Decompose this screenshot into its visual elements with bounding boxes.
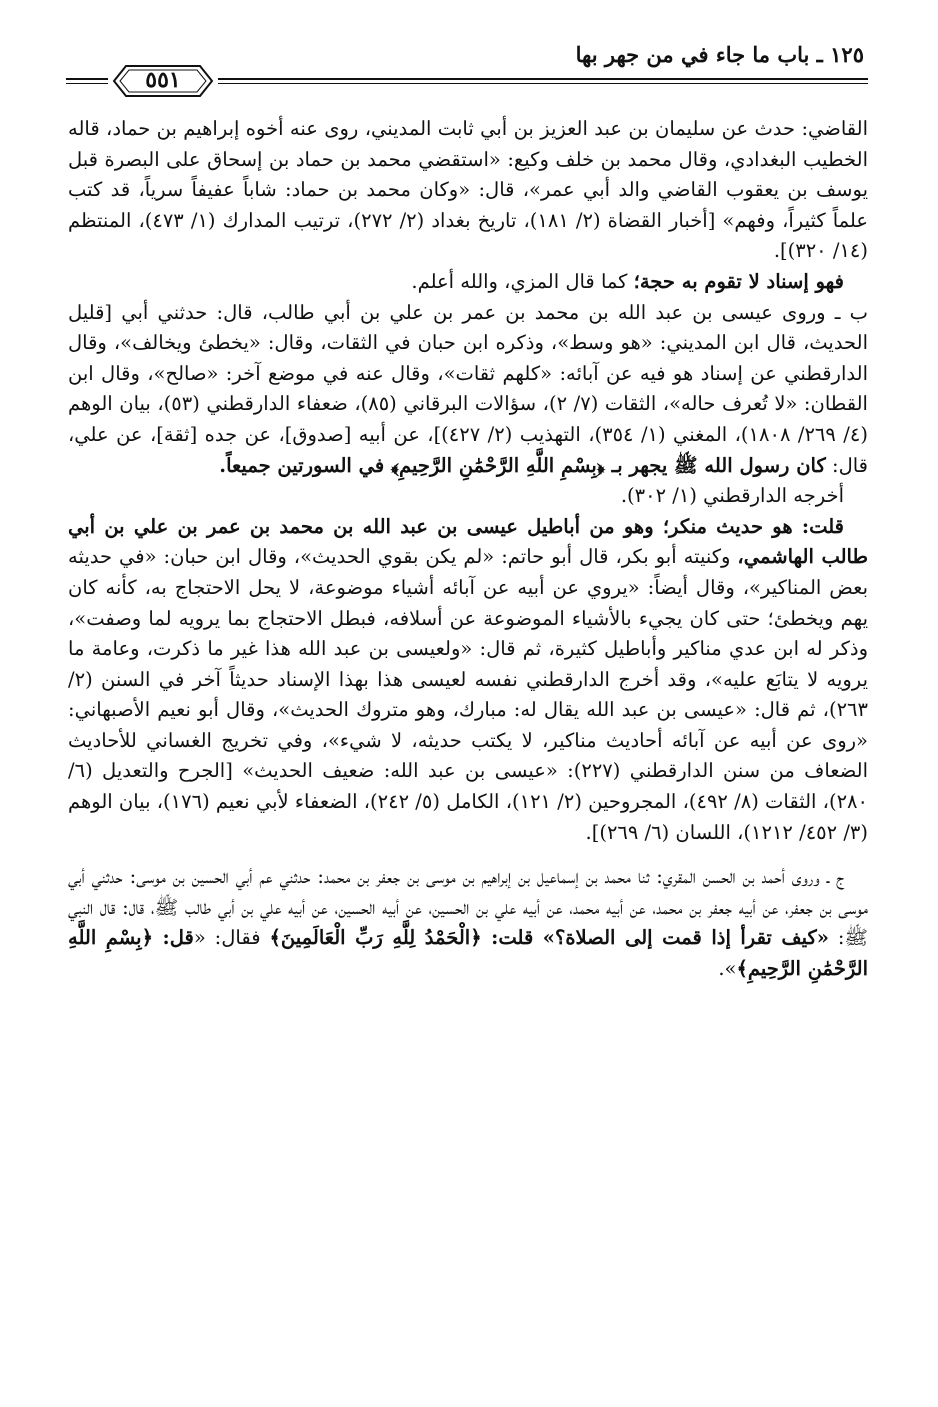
ruling-text: وكنيته أبو بكر، قال أبو حاتم: «لم يكن بقوي الحديث»، وقال ابن حبان: «في حديثه بعض المناكير»، وقال أيضاً: «يروي عن أبيه عن آبائه أشياء موضوعة، لا يحل الاحتجاج به، كأنه كان يهم ويخطئ؛ حتى كان يجيء بالأشياء الموضوعة عن أسلافه، فبطل الاحتجاج بما يرويه لما وصفت»، وذكر له ابن عدي مناكير وأباطيل كثيرة، ثم قال: «ولعيسى بن عبد الله هذا غير ما ذكرت، وعامة ما يرويه لا يتابَع عليه»، وقد أخرج الدارقطني نفسه لعيسى هذا بهذا الإسناد حديثاً آخر في السنن (٢/ ٢٦٣)، ثم قال: «عيسى بن عبد الله يقال له: مبارك، وهو متروك الحديث»، وقال أبو نعيم الأصبهاني: «روى عن أبيه عن آبائه أحاديث مناكير، لا يكتب حديثه، لا شيء»، وفي تخريج الغساني للأحاديث الضعاف من سنن الدارقطني (٢٢٧): «عيسى بن عبد الله: ضعيف الحديث» [الجرح والتعديل (٦/ ٢٨٠)، الثقات (٨/ ٤٩٢)، المجروحين (٢/ ١٢١)، الكامل (٥/ ٢٤٢)، الضعفاء لأبي نعيم (١٧٦)، بيان الوهم (٣/ ٤٥٢/ ١٢١٢)، اللسان (٦/ ٢٦٩)]. — [68, 545, 868, 844]
narration-end: ». — [718, 957, 737, 981]
paragraph-qadi: القاضي: حدث عن سليمان بن عبد العزيز بن أبي ثابت المديني، روى عنه أخوه إبراهيم بن حماد، قاله الخطيب البغدادي، وقال محمد بن خلف وكيع: «استقضي محمد بن حماد بن إسحاق على البصرة قبل يوسف بن يعقوب القاضي والد أبي عمر»، قال: «وكان محمد بن حماد: شاباً عفيفاً سرياً، قد كتب علماً كثيراً، وفهم» [أخبار القضاة (٢/ ١٨١)، تاريخ بغداد (٢/ ٢٧٢)، ترتيب المدارك (١/ ٤٧٣)، المنتظم (١٤/ ٣٢٠)]. — [68, 117, 868, 263]
page-body — [68, 114, 868, 985]
page-number-badge — [108, 62, 218, 100]
paragraph-isnad-verdict — [68, 267, 868, 298]
hadith-answer-bold: قل: ﴿بِسْمِ اللَّهِ الرَّحْمَٰنِ الرَّحِيمِ﴾ — [68, 926, 868, 981]
hadith-question-bold: «كيف تقرأ إذا قمت إلى الصلاة؟» قلت: ﴿الْحَمْدُ لِلَّهِ رَبِّ الْعَالَمِينَ﴾ — [269, 926, 829, 950]
paragraph-takhrij: أخرجه الدارقطني (١/ ٣٠٢). — [620, 484, 844, 508]
page-number: ٥٥١ — [145, 67, 181, 93]
narration-chain: ج ـ وروى أحمد بن الحسن المقري: ثنا محمد بن إسماعيل بن إبراهيم بن موسى بن جعفر بن محمد: حدثني عم أبي الحسين بن موسى: حدثني أبي موسى بن جعفر، عن أبيه جعفر بن محمد، عن أبيه محمد، عن أبيه علي بن الحسين، عن أبيه الحسين، عن أبيه علي بن أبي طالب ﷺ، قال: قال النبي ﷺ: — [68, 865, 868, 950]
paragraph-ahmad-narration — [68, 862, 868, 984]
narration-mid: فقال: « — [193, 926, 270, 950]
ruling-bold: قلت: هو حديث منكر؛ وهو من أباطيل عيسى بن عبد الله بن محمد بن عمر بن علي بن أبي طالب الهاشمي، — [68, 514, 868, 569]
paragraph-isa-narration — [68, 298, 868, 482]
running-title: ١٢٥ ـ باب ما جاء في من جهر بها — [575, 42, 864, 67]
paragraph-ruling — [68, 512, 868, 849]
verdict-bold: فهو إسناد لا تقوم به حجة؛ — [633, 269, 844, 293]
section-gap — [68, 848, 868, 862]
hadith-text-bold: كان رسول الله ﷺ يجهر بـ ﴿بِسْمِ اللَّهِ الرَّحْمَٰنِ الرَّحِيمِ﴾ في السورتين جميعاً. — [219, 453, 826, 477]
page-header — [66, 36, 868, 96]
narration-text: ب ـ وروى عيسى بن عبد الله بن محمد بن عمر بن علي بن أبي طالب، قال: حدثني أبي [قليل الحديث، قال ابن المديني: «هو وسط»، وذكره ابن حبان في الثقات، وقال: «يخطئ ويخالف»، وقال الدارقطني عن إسناد هو فيه عن آبائه: «كلهم ثقات»، وقال عنه في موضع آخر: «صالح»، وقال ابن القطان: «لا تُعرف حاله»، الثقات (٧/ ٢)، سؤالات البرقاني (٨٥)، ضعفاء الدارقطني (٥٣)، بيان الوهم (٤/ ٢٦٩/ ١٨٠٨)، المغني (١/ ٣٥٤)، التهذيب (٢/ ٤٢٧)]، عن أبيه [صدوق]، عن جده [ثقة]، عن علي، قال: — [68, 300, 868, 477]
verdict-rest: كما قال المزي، والله أعلم. — [411, 269, 634, 293]
